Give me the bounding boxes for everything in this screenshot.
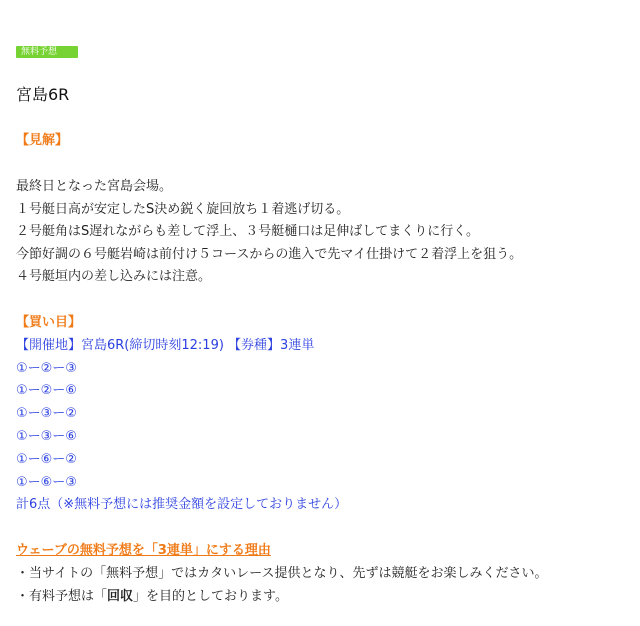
view-line-5: ４号艇垣内の差し込みには注意。 bbox=[16, 269, 212, 284]
reason-heading-link[interactable]: ウェーブの無料予想を「3連単」にする理由 bbox=[16, 543, 271, 558]
reason-line-2-pre: ・有料予想は「 bbox=[16, 589, 108, 604]
view-heading: 【見解】 bbox=[16, 133, 69, 148]
view-line-3: ２号艇角はS遅れながらも差して浮上、３号艇樋口は足伸ばしてまくりに行く。 bbox=[16, 224, 479, 239]
combo-1: ①ー②ー③ bbox=[16, 361, 77, 376]
combo-6: ①ー⑥ー③ bbox=[16, 475, 77, 490]
view-line-2: １号艇日高が安定したS決め鋭く旋回放ち１着逃げ切る。 bbox=[16, 202, 350, 217]
bets-total: 計6点（※無料予想には推奨金額を設定しておりません） bbox=[16, 497, 348, 512]
reason-line-2-post: 」を目的としております。 bbox=[133, 589, 288, 604]
bets-heading: 【買い目】 bbox=[16, 315, 82, 330]
combo-3: ①ー③ー② bbox=[16, 406, 77, 421]
reason-line-2-strong: 回収 bbox=[107, 589, 134, 604]
free-prediction-badge: 無料予想 bbox=[16, 46, 78, 58]
combo-5: ①ー⑥ー② bbox=[16, 452, 77, 467]
reason-line-1: ・当サイトの「無料予想」ではカタいレース提供となり、先ずは競艇をお楽しみください。 bbox=[16, 566, 548, 581]
view-line-4: 今節好調の６号艇岩崎は前付け５コースからの進入で先マイ仕掛けて２着浮上を狙う。 bbox=[16, 247, 523, 262]
combo-2: ①ー②ー⑥ bbox=[16, 383, 77, 398]
combo-4: ①ー③ー⑥ bbox=[16, 429, 77, 444]
page-title: 宮島6R bbox=[16, 85, 70, 104]
reason-line-2 bbox=[16, 587, 288, 607]
bets-info: 【開催地】宮島6R(締切時刻12:19) 【券種】3連単 bbox=[16, 338, 315, 353]
view-line-1: 最終日となった宮島会場。 bbox=[16, 179, 173, 194]
